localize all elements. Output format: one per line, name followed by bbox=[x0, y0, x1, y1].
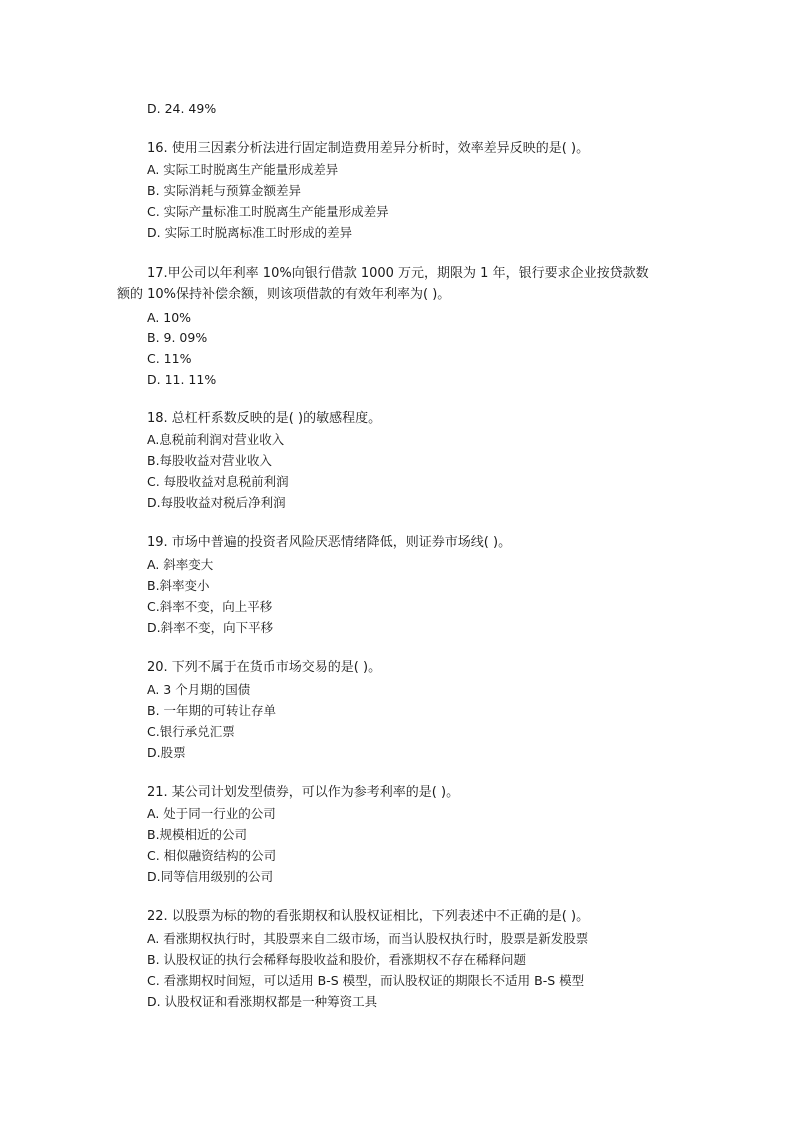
option-b: B.规模相近的公司 bbox=[147, 827, 248, 842]
option-c: C.银行承兑汇票 bbox=[147, 724, 235, 739]
question-17-stem-line2: 额的 10%保持补偿余额，则该项借款的有效年利率为( )。 bbox=[117, 287, 451, 302]
option-c: C. 11% bbox=[147, 351, 192, 366]
option-d: D. 实际工时脱离标准工时形成的差异 bbox=[147, 225, 353, 240]
option-b: B. 一年期的可转让存单 bbox=[147, 703, 277, 718]
option-d: D. 11. 11% bbox=[147, 372, 217, 387]
question-22-stem: 22. 以股票为标的物的看张期权和认股权证相比，下列表述中不正确的是( )。 bbox=[147, 909, 590, 924]
option-c: C. 看涨期权时间短，可以适用 B-S 模型，而认股权证的期限长不适用 B-S 模型 bbox=[147, 973, 585, 988]
option-d: D.斜率不变，向下平移 bbox=[147, 620, 274, 635]
option-d: D. 24. 49% bbox=[147, 101, 217, 116]
question-16-stem: 16. 使用三因素分析法进行固定制造费用差异分析时，效率差异反映的是( )。 bbox=[147, 141, 590, 156]
question-19-stem: 19. 市场中普遍的投资者风险厌恶情绪降低，则证券市场线( )。 bbox=[147, 535, 512, 550]
option-d: D.股票 bbox=[147, 745, 186, 760]
option-b: B. 实际消耗与预算金额差异 bbox=[147, 183, 302, 198]
option-c: C. 实际产量标准工时脱离生产能量形成差异 bbox=[147, 204, 389, 219]
option-a: A. 3 个月期的国债 bbox=[147, 682, 251, 697]
option-b: B. 认股权证的执行会稀释每股收益和股价，看涨期权不存在稀释问题 bbox=[147, 952, 527, 967]
option-a: A. 10% bbox=[147, 310, 192, 325]
option-b: B.每股收益对营业收入 bbox=[147, 453, 273, 468]
option-a: A. 实际工时脱离生产能量形成差异 bbox=[147, 162, 339, 177]
option-c: C. 相似融资结构的公司 bbox=[147, 848, 277, 863]
option-d: D. 认股权证和看涨期权都是一种筹资工具 bbox=[147, 994, 378, 1009]
option-a: A. 看涨期权执行时，其股票来自二级市场，而当认股权执行时，股票是新发股票 bbox=[147, 931, 589, 946]
question-18-stem: 18. 总杠杆系数反映的是( )的敏感程度。 bbox=[147, 411, 382, 426]
option-b: B.斜率变小 bbox=[147, 578, 210, 593]
question-17-stem-line1: 17.甲公司以年利率 10%向银行借款 1000 万元，期限为 1 年，银行要求企业按贷款数 bbox=[147, 266, 649, 281]
question-21-stem: 21. 某公司计划发型债券，可以作为参考利率的是( )。 bbox=[147, 785, 460, 800]
option-a: A. 斜率变大 bbox=[147, 557, 214, 572]
question-20-stem: 20. 下列不属于在货币市场交易的是( )。 bbox=[147, 660, 382, 675]
option-d: D.每股收益对税后净利润 bbox=[147, 495, 286, 510]
option-d: D.同等信用级别的公司 bbox=[147, 869, 274, 884]
option-b: B. 9. 09% bbox=[147, 330, 208, 345]
option-a: A. 处于同一行业的公司 bbox=[147, 806, 276, 821]
option-a: A.息税前利润对营业收入 bbox=[147, 432, 285, 447]
option-c: C. 每股收益对息税前利润 bbox=[147, 474, 289, 489]
option-c: C.斜率不变，向上平移 bbox=[147, 599, 273, 614]
